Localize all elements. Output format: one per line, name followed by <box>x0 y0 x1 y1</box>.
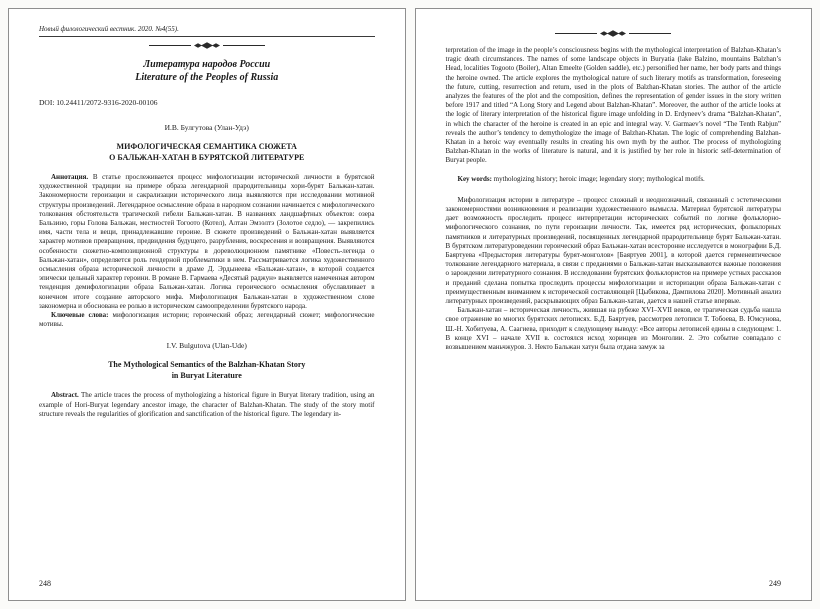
abstract-ru <box>39 173 375 311</box>
article-title-en-line2: in Buryat Literature <box>171 370 242 380</box>
abstract-en <box>39 391 375 419</box>
abstract-ru-label: Аннотация. <box>51 173 89 181</box>
body-paragraph: Бальжан-хатан – историческая личность, жившая на рубеже XVI–XVII веков, ее трагическая судьба нашла свое отражение во многих бурятских летописях. Б.Д. Баяртуев, рассмотрев летописи Т. Тобоева, В. Юмсунова, Ш.-Н. Хобитуева, А. Саагиева, приходит к следующему выводу: «Все авторы летописей едины в следующем: 1. В конце XVI – начале XVII в. состоялся исход хоринцев из Монголии. 2. Это событие совпадало с возвышением маньчжуров. 3. Некто Бальжан хатун была отдана замуж за <box>445 306 781 352</box>
ornament-divider-icon <box>446 29 782 38</box>
abstract-ru-text: В статье прослеживается процесс мифологизации исторической личности в бурятской художественной традиции на примере образа легендарной прародительницы хори-бурят Бальжан-хатан. Закономерности героизации и сакрализации исторического лица выявляются при исследовании мотивной структуры произведений. Легендарное осмысление образа в народном сознании начинается с мифологического толкования обстоятельств трагической гибели Бальжан-хатан. В названиях ландшафтных объектов: озера Бальзино, горы Голова Бальжан, местностей Тогоото (Котел), Алтан Эмээлтэ (Золотое седло), — закрепились имя, части тела и вещи, принадлежавшие героине. В сюжете произведений о Бальжан-хатан выявляется характер мотивов превращения, предвидения будущего, разрубления, воскресения и возвращения. Выявляются особенности сюжетно-композиционной структуры в дореволюционном памятнике «Повесть-легенда о Бальжан-хатан», определяется роль гендерной проблематики в нем. Рассматривается логика художественного осмысления образа исторической личности в драме Д. Эрдынеева «Бальжан-хатан», в которой создается эпически цельный характер героини. В романе В. Гармаева «Десятый раджун» выявляется намеченная автором тенденция демифологизации образа Бальжан-хатан. Логика героического осмысления обуславливает в конечном итоге создание авторского мифа. Мифологизация Бальжан-хатан в художественном слове закономерна и обоснована ее ролью в историческом самоопределении бурятского народа. <box>39 173 375 310</box>
journal-running-head <box>39 25 375 37</box>
section-title <box>39 58 375 84</box>
section-title-ru: Литература народов России <box>143 59 271 70</box>
article-title-ru <box>39 142 375 163</box>
body-paragraph: Мифологизация истории в литературе – процесс сложный и неоднозначный, связанный с эстетическими закономерностями возникновения и реализации художественного вымысла. Материал бурятской литературы дает возможность проследить процесс интерпретации исторических событий по логике фольклорно-мифологического сознания, по пути героизации личности. Так, имеется ряд исторических, фольклорных памятников и литературных произведений, посвященных легендарной прародительнице бурят Бальжан-хатан. В бурятском литературоведении героический образ Бальжан-хатан всесторонне исследуется в монографии Б.Д. Баяртуева «Предыстория литературы бурят-монголов» [Баяртуев 2001], в которой дается герменевтическое толкование легендарного материала, в связи с преданиями о Бальжан-хатан высказываются важные положения о зарождении литературного сознания. В исследовании бурятских фольклористов на примере устных рассказов и преданий сделана попытка проследить процессы мифологизации и историзации образа Бальжан-хатан с преимущественным вниманием к исторической составляющей [Цыбикова, Дампилова 2020]. Мотивный анализ литературных произведений, раскрывающих образ Бальжан-хатан, дается в нашей статье впервые. <box>445 195 781 306</box>
abstract-en-label: Abstract. <box>51 391 79 400</box>
abstract-en-continuation: terpretation of the image in the people’s consciousness begins with the mythological interpretation of Balzhan-Khatan’s tragic death circumstances. The names of some landscape objects in Buryatia (lake Balzino, mountains Balzhan’s Head, localities Togooto (Boiler), Altan Emeelte (Golden saddle), etc.) personified her name, her body parts and things the heroine owned. The article explores the mythological nature of such literary motifs as transformation, foreseeing the future, cutting, resurrection and return, used in the plots of Balzhan-Khatan stories. The author of the article analyzes the features of the plot and the composition, defines the representation of gender issues in the story written before 1917 and titled “A Long Story and Legend about Balzhan-Khatan”. Moreover, the author of the article looks at the logic of literary interpretation of the historical figure image unfolding in D. Erdyneev’s drama “Balzhan-Khatan”, in which the character of the heroine is created in an epic and integral way. V. Garmaev’s novel “The Tenth Rabjun” reveals the author’s tendency to demythologize the image of Balzhan-Khatan. The logic of comprehending Balzhan-Khatan in a heroic way eventually results in creating his own myth by the author. The process of mythologizing Balzhan-Khatan in the works of literature is natural, and it is justified by her role in historic self-determination of Buryat people. <box>445 46 781 165</box>
page-number-left: 248 <box>39 579 51 588</box>
page-number-right: 249 <box>769 579 781 588</box>
keywords-en <box>446 175 782 184</box>
abstract-en-text: The article traces the process of mythologizing a historical figure in Buryat literary tradition, using an example of Hori-Buryat legendary ancestor image, the character of Balzhan-Khatan. The study of the story motif structure reveals the regularities of glorification and sanctification of the historical figure. The legendary in- <box>39 391 375 418</box>
keywords-en-text: mythologizing history; heroic image; legendary story; mythological motifs. <box>493 174 705 183</box>
section-title-en: Literature of the Peoples of Russia <box>135 72 279 83</box>
page-left <box>8 8 406 601</box>
ornament-divider-icon <box>39 41 375 50</box>
author-ru: И.В. Булгутова (Улан-Удэ) <box>164 123 249 132</box>
keywords-ru-text: мифологизация истории; героический образ; легендарный сюжет; мифологические мотивы. <box>39 311 375 329</box>
keywords-en-label: Key words: <box>457 174 492 183</box>
keywords-ru <box>39 311 375 329</box>
article-title-ru-line2: О БАЛЬЖАН-ХАТАН В БУРЯТСКОЙ ЛИТЕРАТУРЕ <box>109 152 305 162</box>
article-title-en <box>39 360 375 381</box>
page-right <box>415 8 813 601</box>
keywords-ru-label: Ключевые слова: <box>51 311 109 320</box>
article-title-ru-line1: МИФОЛОГИЧЕСКАЯ СЕМАНТИКА СЮЖЕТА <box>116 142 297 151</box>
article-title-en-line1: The Mythological Semantics of the Balzhan-Khatan Story <box>108 360 306 370</box>
author-en: I.V. Bulgutova (Ulan-Ude) <box>166 341 247 351</box>
doi-line: DOI: 10.24411/2072-9316-2020-00106 <box>39 98 158 107</box>
journal-title: Новый филологический вестник. 2020. №4(55). <box>39 25 179 33</box>
